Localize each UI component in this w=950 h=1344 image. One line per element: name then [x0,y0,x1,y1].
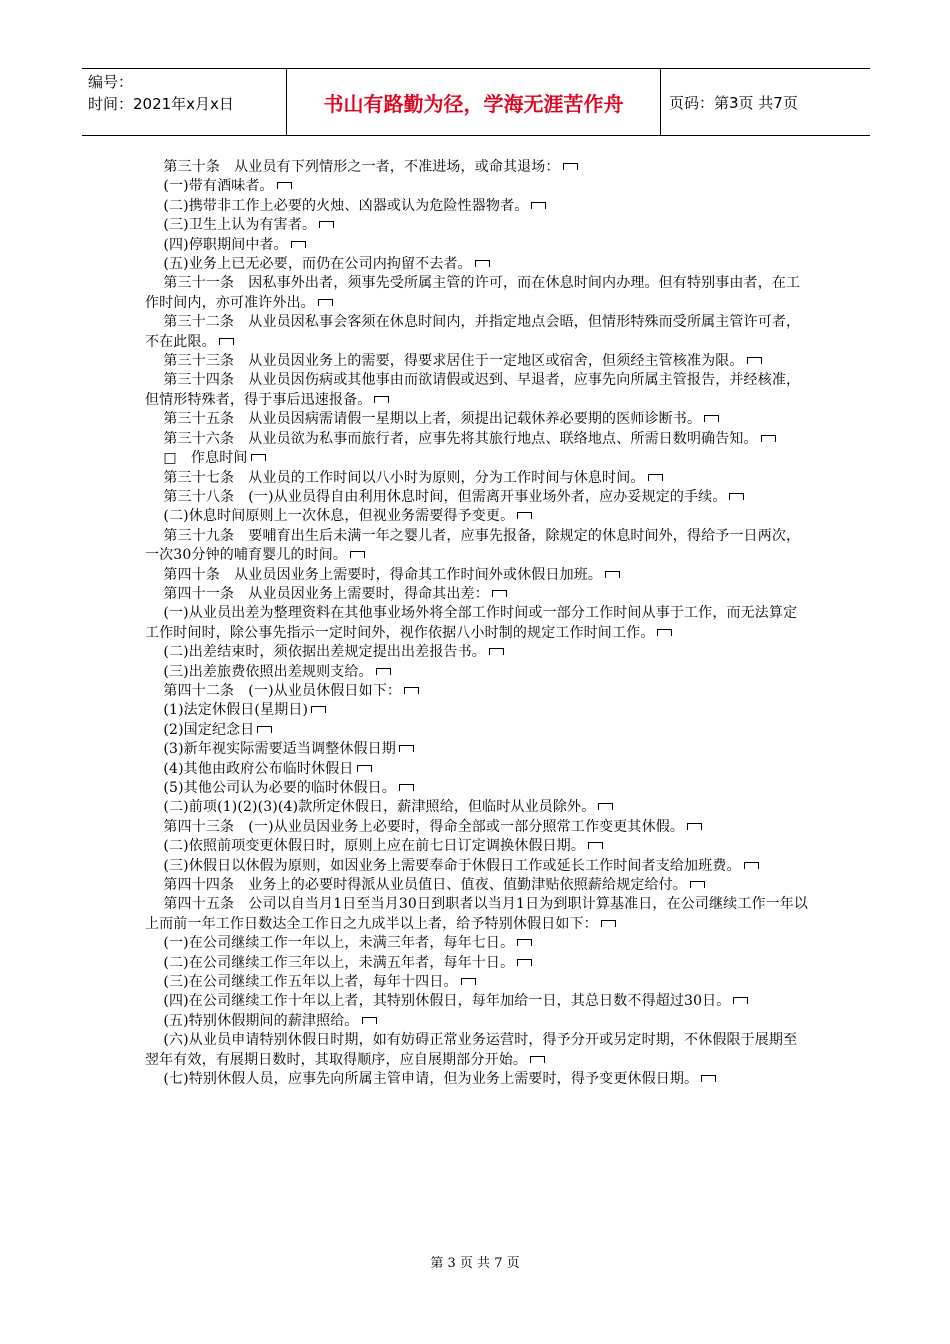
paragraph-text: 第三十三条 从业员因业务上的需要，得要求居住于一定地区或宿舍，但须经主管核准为限。 [145,353,744,370]
paragraph-text: 第三十七条 从业员的工作时间以八小时为原则，分为工作时间与休息时间。 [145,469,645,486]
paragraph-text: 第三十六条 从业员欲为私事而旅行者，应事先将其旅行地点、联络地点、所需日数明确告知。 [145,430,758,447]
paragraph [145,430,809,449]
paragraph-text: (2)国定纪念日 [145,721,255,738]
paragraph [145,488,809,507]
paragraph [145,992,809,1011]
paragraph [145,798,809,817]
paragraph-mark-icon [475,260,490,267]
page-header [82,68,870,136]
paragraph-mark-icon [687,823,702,830]
paragraph-text: (3)新年视实际需要适当调整休假日期 [145,741,396,758]
paragraph-mark-icon [517,512,532,519]
paragraph [145,1070,809,1089]
paragraph [145,352,809,371]
paragraph-mark-icon [531,202,546,209]
paragraph-mark-icon [219,338,234,345]
paragraph-text: (三)休假日以休假为原则，如因业务上需要奉命于休假日工作或延长工作时间者支给加班费。 [145,857,741,874]
paragraph [145,934,809,953]
paragraph-text: 第四十四条 业务上的必要时得派从业员值日、值夜、值勤津贴依照薪给规定给付。 [145,877,687,894]
header-motto: 书山有路勤为径，学海无涯苦作舟 [287,69,661,135]
paragraph-mark-icon [350,551,365,558]
paragraph-text: 第四十二条 (一)从业员休假日如下： [145,682,402,699]
paragraph-mark-icon [489,648,504,655]
paragraph-text: 第三十五条 从业员因病需请假一星期以上者，须提出记载休养必要期的医师诊断书。 [145,411,702,428]
paragraph-mark-icon [374,396,389,403]
page-footer: 第 3 页 共 7 页 [430,1256,520,1271]
paragraph-text: (一)在公司继续工作一年以上，未满三年者，每年七日。 [145,935,515,952]
paragraph-text: (5)其他公司认为必要的临时休假日。 [145,780,396,796]
paragraph [145,566,809,585]
paragraph-mark-icon [399,784,414,791]
paragraph-mark-icon [690,881,705,888]
paragraph-text: 第三十二条 从业员因私事会客须在休息时间内，并指定地点会晤，但情形特殊而受所属主管许可者，不在此限。 [145,314,801,350]
paragraph-mark-icon [311,706,326,713]
paragraph [145,313,809,352]
paragraph [145,236,809,255]
paragraph [145,876,809,895]
paragraph-text: (二)前项(1)(2)(3)(4)款所定休假日，薪津照给，但临时从业员除外。 [145,799,596,816]
paragraph-mark-icon [744,862,759,869]
paragraph-mark-icon [761,435,776,442]
paragraph-text: (二)依照前项变更休假日时，原则上应在前七日订定调换休假日期。 [145,838,585,855]
paragraph-mark-icon [461,978,476,985]
paragraph-text: (六)从业员申请特别休假日时期，如有妨碍正常业务运营时，得予分开或另定时期，不休假限于展期至翌年有效，有展期日数时，其取得顺序，应自展期部分开始。 [145,1032,798,1068]
paragraph-mark-icon [657,629,672,636]
paragraph-mark-icon [729,493,744,500]
paragraph [145,643,809,662]
paragraph-mark-icon [605,571,620,578]
paragraph-text: (二)携带非工作上必要的火烛、凶器或认为危险性器物者。 [145,197,529,214]
paragraph-text: (二)在公司继续工作三年以上，未满五年者，每年十日。 [145,954,515,971]
paragraph-mark-icon [399,745,414,752]
paragraph-mark-icon [318,299,333,306]
paragraph-mark-icon [404,687,419,694]
paragraph [145,818,809,837]
paragraph-text: 第四十一条 从业员因业务上需要时，得命其出差： [145,585,489,602]
paragraph-text: (四)停职期间中者。 [145,236,288,253]
paragraph [145,158,809,177]
paragraph [145,507,809,526]
paragraph [145,973,809,992]
paragraph-mark-icon [588,842,603,849]
paragraph-text: (三)在公司继续工作五年以上者，每年十四日。 [145,974,458,991]
paragraph [145,197,809,216]
paragraph-text: (五)特别休假期间的薪津照给。 [145,1012,359,1029]
document-number: 编号： [88,73,134,91]
paragraph-text: 第三十一条 因私事外出者，须事先受所属主管的许可，而在休息时间内办理。但有特别事由者，在工作时间内，亦可准许外出。 [145,275,801,311]
paragraph [145,682,809,701]
paragraph-text: (一)从业员出差为整理资料在其他事业场外将全部工作时间或一部分工作时间从事于工作，而无法算定工作时间时，除公事先指示一定时间外，视作依据八小时制的规定工作时间工作。 [145,605,798,641]
paragraph [145,449,809,468]
paragraph [145,410,809,429]
paragraph-text: (三)出差旅费依照出差规则支给。 [145,663,373,680]
paragraph-text: 第四十三条 (一)从业员因业务上必要时，得命全部或一部分照常工作变更其休假。 [145,818,685,835]
paragraph [145,837,809,856]
paragraph-mark-icon [601,920,616,927]
paragraph [145,721,809,740]
paragraph [145,760,809,779]
paragraph-mark-icon [747,357,762,364]
paragraph [145,585,809,604]
paragraph-mark-icon [376,668,391,675]
paragraph-mark-icon [598,803,613,810]
paragraph [145,604,809,643]
paragraph-mark-icon [291,241,306,248]
paragraph [145,663,809,682]
paragraph [145,371,809,410]
paragraph-mark-icon [277,182,292,189]
paragraph-mark-icon [530,1056,545,1063]
paragraph [145,469,809,488]
paragraph [145,857,809,876]
paragraph-mark-icon [701,1075,716,1082]
paragraph [145,954,809,973]
paragraph-mark-icon [319,221,334,228]
paragraph-text: (三)卫生上认为有害者。 [145,217,317,234]
header-info [82,69,287,135]
paragraph-text: (4)其他由政府公布临时休假日 [145,760,354,777]
paragraph-text: 第三十四条 从业员因伤病或其他事由而欲请假或迟到、早退者，应事先向所属主管报告，并经核准，但情形特殊者，得于事后迅速报备。 [145,372,801,408]
paragraph-text: 第四十条 从业员因业务上需要时，得命其工作时间外或休假日加班。 [145,566,603,583]
paragraph-text: 第四十五条 公司以自当月1日至当月30日到职者以当月1日为到职计算基准日，在公司继续工作一年以上而前一年工作日数达全工作日之九成半以上者，给予特别休假日如下： [145,896,809,932]
paragraph-text: (一)带有酒味者。 [145,178,274,195]
paragraph-text: (五)业务上已无必要，而仍在公司内拘留不去者。 [145,256,472,273]
paragraph-mark-icon [362,1017,377,1024]
paragraph-mark-icon [357,765,372,772]
paragraph-mark-icon [704,415,719,422]
paragraph-text: □ 作息时间 [145,450,248,467]
paragraph [145,740,809,759]
paragraph [145,527,809,566]
paragraph-text: (二)出差结束时，须依据出差规定提出出差报告书。 [145,644,486,661]
paragraph [145,274,809,313]
paragraph-mark-icon [517,959,532,966]
paragraph-mark-icon [517,939,532,946]
paragraph-text: (1)法定休假日(星期日) [145,702,309,719]
paragraph [145,216,809,235]
paragraph-text: 第三十八条 (一)从业员得自由利用休息时间，但需离开事业场外者，应办妥规定的手续。 [145,488,727,505]
paragraph-text: (二)休息时间原则上一次休息，但视业务需要得予变更。 [145,508,515,525]
paragraph [145,177,809,196]
paragraph-mark-icon [257,726,272,733]
paragraph-text: (四)在公司继续工作十年以上者，其特别休假日，每年加给一日，其总日数不得超过30日。 [145,993,731,1010]
paragraph-text: 第三十条 从业员有下列情形之一者，不准进场，或命其退场： [145,159,560,175]
paragraph [145,255,809,274]
paragraph [145,701,809,720]
paragraph-text: (七)特别休假人员，应事先向所属主管申请，但为业务上需要时，得予变更休假日期。 [145,1071,699,1088]
paragraph [145,1031,809,1070]
paragraph-mark-icon [648,474,663,481]
paragraph [145,779,809,798]
paragraph-mark-icon [733,997,748,1004]
paragraph [145,1012,809,1031]
document-body [145,158,809,1090]
paragraph-mark-icon [563,163,578,170]
document-time: 时间：2021年x月x日 [88,95,234,113]
paragraph-mark-icon [492,590,507,597]
paragraph-text: 第三十九条 要哺育出生后未满一年之婴儿者，应事先报备，除规定的休息时间外，得给予一日两次，一次30分钟的哺育婴儿的时间。 [145,527,801,564]
header-page-number: 页码：第3页 共7页 [669,93,798,112]
paragraph [145,895,809,934]
paragraph-mark-icon [251,454,266,461]
